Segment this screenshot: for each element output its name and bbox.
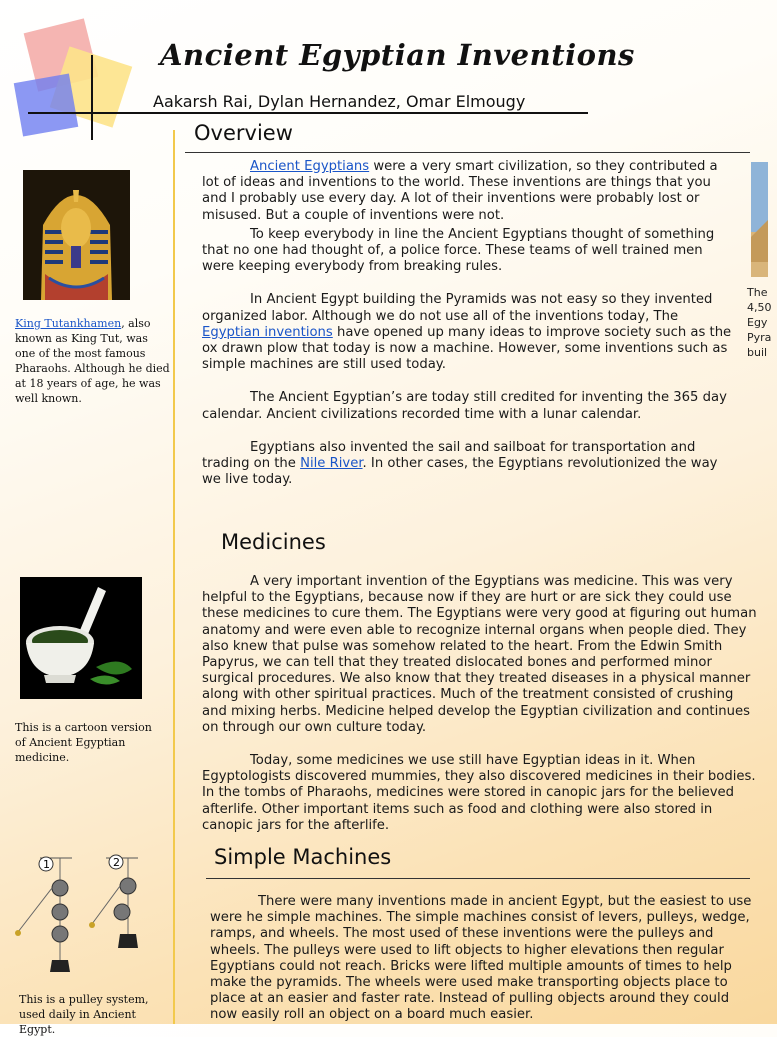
column-divider xyxy=(173,130,175,1024)
simple-machines-rule xyxy=(206,878,750,879)
simple-machines-text xyxy=(210,894,755,1024)
header-decoration-blue xyxy=(14,74,79,137)
king-tut-caption: King Tutankhamen, also known as King Tut, was one of the most famous Pharaohs. Although he died at 18 years of age, he was well known. xyxy=(15,317,170,405)
overview-paragraph-4: The Ancient Egyptian’s are today still credited for inventing the 365 day calendar. Ancient civilizations recorded time with a lunar calendar. xyxy=(202,390,727,422)
king-tutankhamen-link[interactable]: King Tutankhamen xyxy=(15,317,122,330)
medicines-paragraph-2: Today, some medicines we use still have Egyptian ideas in it. When Egyptologists discovered mummies, they also discovered medicines in their bodies. In the tombs of Pharaohs, medicines were stored in canopic jars for the believed afterlife. Other important items such as food and clothing were also stored in canopic jars for the afterlife. xyxy=(202,753,756,833)
medicines-heading: Medicines xyxy=(221,530,326,554)
medicine-caption: This is a cartoon version of Ancient Egyptian medicine. xyxy=(15,721,152,764)
pyramid-caption: The 4,50 Egy Pyra buil xyxy=(747,286,772,359)
pyramid-image xyxy=(751,162,768,277)
mortar-and-pestle-image xyxy=(20,577,142,699)
authors: Aakarsh Rai, Dylan Hernandez, Omar Elmougy xyxy=(153,92,526,111)
ancient-egyptians-link[interactable]: Ancient Egyptians xyxy=(250,159,370,174)
pulley-label-1: 1 xyxy=(43,858,50,871)
header-decoration-vertical-line xyxy=(91,55,93,140)
overview-paragraph-3: In Ancient Egypt building the Pyramids was not easy so they invented organized labor. Although we do not use all of the inventions today, The Egyptian inventions have opened up many ideas to improve society such as the ox drawn plow that today is now a machine. However, some inventions such as simple machines are still used today. xyxy=(202,292,732,373)
nile-river-link[interactable]: Nile River xyxy=(300,456,363,472)
overview-text xyxy=(202,159,732,488)
page-title: Ancient Egyptian Inventions xyxy=(160,38,635,72)
overview-heading: Overview xyxy=(194,121,293,145)
overview-paragraph-5: Egyptians also invented the sail and sailboat for transportation and trading on the Nile River. In other cases, the Egyptians revolutionized the way we live today. xyxy=(202,439,718,488)
pulley-system-image xyxy=(10,850,150,980)
overview-paragraph-1: Ancient Egyptians were a very smart civilization, so they contributed a lot of ideas and inventions to the world. These inventions are things that you and I probably use every day. A lot of their inventions were probably lost or misused. But a couple of inventions were not. xyxy=(202,159,718,223)
pulley-caption: This is a pulley system, used daily in Ancient Egypt. xyxy=(19,993,149,1036)
overview-rule xyxy=(185,152,750,153)
header-rule xyxy=(28,112,588,114)
overview-paragraph-2: To keep everybody in line the Ancient Egyptians thought of something that no one had thought of, a police force. These teams of well trained men were keeping everybody from breaking rules. xyxy=(202,226,715,275)
pulley-label-2: 2 xyxy=(113,856,120,869)
king-tut-mask-image xyxy=(23,170,130,300)
medicines-paragraph-1: A very important invention of the Egyptians was medicine. This was very helpful to the Egyptians, because now if they are hurt or are sick they could use these medicines to cure them. The Egyptians were very good at figuring out human anatomy and were even able to recognize internal organs when people died. They also knew that pulse was somehow related to the heart. From the Edwin Smith Papyrus, we can tell that they treated dislocated bones and performed minor surgical procedures. We also know that they treated diseases in a physical manner along with other spiritual practices. Much of the treatment consisted of crushing and mixing herbs. Medicine helped develop the Egyptian civilization and continues on through our own culture today. xyxy=(202,574,757,735)
egyptian-inventions-link[interactable]: Egyptian inventions xyxy=(202,324,333,340)
simple-machines-paragraph-1: There were many inventions made in ancient Egypt, but the easiest to use were he simple machines. The simple machines consist of levers, pulleys, wedge, ramps, and wheels. The most used of these inventions were the pulleys and wheels. The pulleys were used to lift objects to higher elevations then regular Egyptians could not reach. Bricks were lifted multiple amounts of times to help make the pyramids. The wheels were used make transporting objects place to place at an easier and faster rate. Instead of pulling objects around they could now easily roll an object on a board much easier. xyxy=(210,894,752,1023)
simple-machines-heading: Simple Machines xyxy=(214,845,392,869)
medicines-text xyxy=(202,574,757,834)
